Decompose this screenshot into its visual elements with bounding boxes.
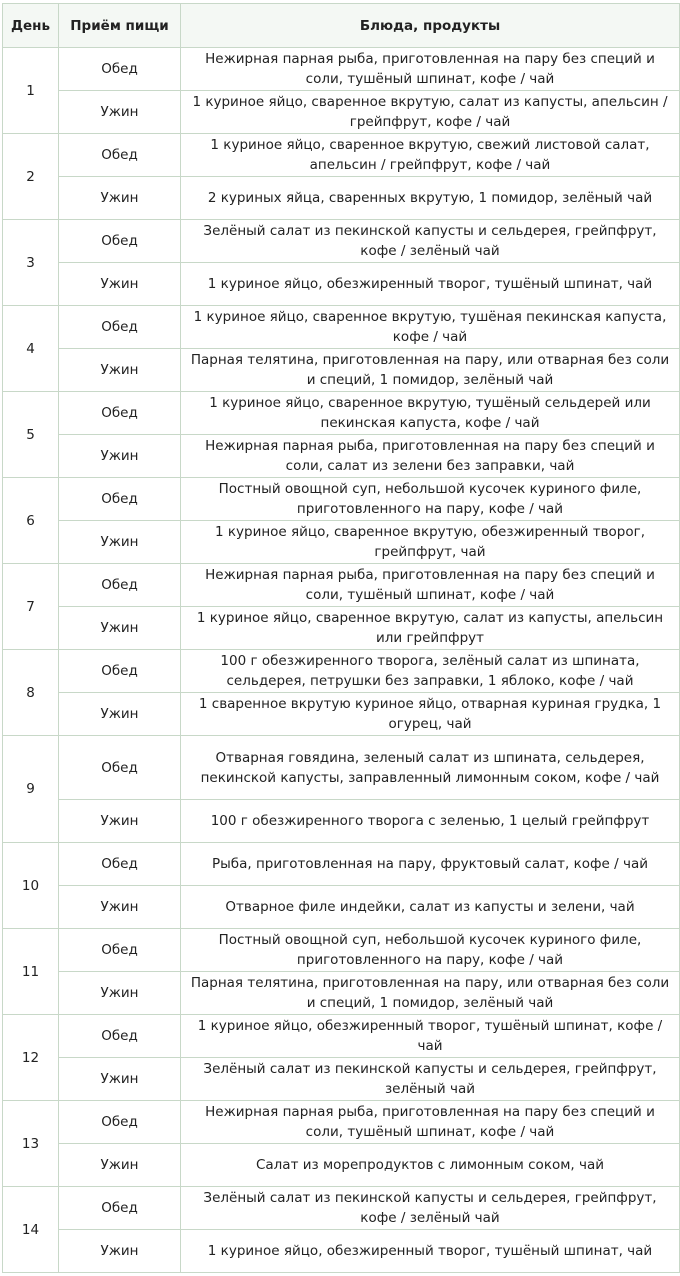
table-row xyxy=(3,521,680,564)
food-description-cell: 1 куриное яйцо, сваренное вкрутую, обезжиренный творог, грейпфрут, чай xyxy=(181,521,680,564)
day-number-cell: 11 xyxy=(3,929,59,1015)
table-row xyxy=(3,843,680,886)
food-description-cell: 1 куриное яйцо, обезжиренный творог, тушёный шпинат, чай xyxy=(181,1230,680,1273)
meal-type-cell: Обед xyxy=(59,564,181,607)
day-number-cell: 4 xyxy=(3,306,59,392)
table-row xyxy=(3,1144,680,1187)
table-row xyxy=(3,134,680,177)
table-row xyxy=(3,650,680,693)
meal-type-cell: Обед xyxy=(59,134,181,177)
food-description-cell: Парная телятина, приготовленная на пару, или отварная без соли и специй, 1 помидор, зелёный чай xyxy=(181,972,680,1015)
food-description-cell: Постный овощной суп, небольшой кусочек куриного филе, приготовленного на пару, кофе / чай xyxy=(181,478,680,521)
table-row xyxy=(3,48,680,91)
table-row xyxy=(3,564,680,607)
header-food: Блюда, продукты xyxy=(181,4,680,48)
food-description-cell: 1 куриное яйцо, сваренное вкрутую, салат из капусты, апельсин / грейпфрут, кофе / чай xyxy=(181,91,680,134)
meal-type-cell: Обед xyxy=(59,306,181,349)
table-row xyxy=(3,607,680,650)
meal-type-cell: Ужин xyxy=(59,91,181,134)
food-description-cell: Нежирная парная рыба, приготовленная на пару без специй и соли, тушёный шпинат, кофе / чай xyxy=(181,564,680,607)
table-row xyxy=(3,177,680,220)
food-description-cell: Отварная говядина, зеленый салат из шпината, сельдерея, пекинской капусты, заправленный лимонным соком, кофе / чай xyxy=(181,736,680,800)
food-description-cell: 1 куриное яйцо, обезжиренный творог, тушёный шпинат, кофе / чай xyxy=(181,1015,680,1058)
meal-type-cell: Ужин xyxy=(59,886,181,929)
meal-type-cell: Ужин xyxy=(59,607,181,650)
table-row xyxy=(3,349,680,392)
meal-type-cell: Обед xyxy=(59,1101,181,1144)
meal-type-cell: Обед xyxy=(59,1187,181,1230)
day-number-cell: 3 xyxy=(3,220,59,306)
diet-table xyxy=(2,3,680,1273)
day-number-cell: 9 xyxy=(3,736,59,843)
meal-type-cell: Обед xyxy=(59,650,181,693)
meal-type-cell: Обед xyxy=(59,843,181,886)
meal-type-cell: Ужин xyxy=(59,1230,181,1273)
meal-type-cell: Ужин xyxy=(59,1144,181,1187)
food-description-cell: Постный овощной суп, небольшой кусочек куриного филе, приготовленного на пару, кофе / чай xyxy=(181,929,680,972)
food-description-cell: Нежирная парная рыба, приготовленная на пару без специй и соли, салат из зелени без заправки, чай xyxy=(181,435,680,478)
day-number-cell: 1 xyxy=(3,48,59,134)
food-description-cell: Нежирная парная рыба, приготовленная на пару без специй и соли, тушёный шпинат, кофе / чай xyxy=(181,48,680,91)
table-row xyxy=(3,392,680,435)
food-description-cell: 1 куриное яйцо, сваренное вкрутую, тушёная пекинская капуста, кофе / чай xyxy=(181,306,680,349)
food-description-cell: Салат из морепродуктов с лимонным соком, чай xyxy=(181,1144,680,1187)
food-description-cell: 1 куриное яйцо, сваренное вкрутую, тушёный сельдерей или пекинская капуста, кофе / чай xyxy=(181,392,680,435)
meal-type-cell: Обед xyxy=(59,478,181,521)
table-row xyxy=(3,886,680,929)
food-description-cell: Нежирная парная рыба, приготовленная на пару без специй и соли, тушёный шпинат, кофе / чай xyxy=(181,1101,680,1144)
meal-type-cell: Ужин xyxy=(59,263,181,306)
food-description-cell: Зелёный салат из пекинской капусты и сельдерея, грейпфрут, кофе / зелёный чай xyxy=(181,220,680,263)
food-description-cell: 1 сваренное вкрутую куриное яйцо, отварная куриная грудка, 1 огурец, чай xyxy=(181,693,680,736)
day-number-cell: 7 xyxy=(3,564,59,650)
food-description-cell: 100 г обезжиренного творога, зелёный салат из шпината, сельдерея, петрушки без заправки, 1 яблоко, кофе / чай xyxy=(181,650,680,693)
meal-type-cell: Ужин xyxy=(59,521,181,564)
header-row xyxy=(3,4,680,48)
meal-type-cell: Ужин xyxy=(59,349,181,392)
table-row xyxy=(3,1101,680,1144)
table-row xyxy=(3,478,680,521)
day-number-cell: 13 xyxy=(3,1101,59,1187)
day-number-cell: 8 xyxy=(3,650,59,736)
meal-type-cell: Ужин xyxy=(59,177,181,220)
food-description-cell: 1 куриное яйцо, сваренное вкрутую, салат из капусты, апельсин или грейпфрут xyxy=(181,607,680,650)
food-description-cell: 2 куриных яйца, сваренных вкрутую, 1 помидор, зелёный чай xyxy=(181,177,680,220)
table-row xyxy=(3,306,680,349)
table-header xyxy=(3,4,680,48)
table-row xyxy=(3,800,680,843)
table-row xyxy=(3,1058,680,1101)
table-row xyxy=(3,1230,680,1273)
table-row xyxy=(3,929,680,972)
food-description-cell: Рыба, приготовленная на пару, фруктовый салат, кофе / чай xyxy=(181,843,680,886)
day-number-cell: 10 xyxy=(3,843,59,929)
meal-type-cell: Обед xyxy=(59,48,181,91)
header-meal: Приём пищи xyxy=(59,4,181,48)
day-number-cell: 6 xyxy=(3,478,59,564)
meal-type-cell: Ужин xyxy=(59,800,181,843)
day-number-cell: 12 xyxy=(3,1015,59,1101)
meal-type-cell: Ужин xyxy=(59,435,181,478)
table-row xyxy=(3,263,680,306)
meal-type-cell: Обед xyxy=(59,1015,181,1058)
table-row xyxy=(3,435,680,478)
table-row xyxy=(3,736,680,800)
table-row xyxy=(3,91,680,134)
table-body xyxy=(3,48,680,1273)
header-day: День xyxy=(3,4,59,48)
table-row xyxy=(3,1187,680,1230)
meal-type-cell: Обед xyxy=(59,736,181,800)
meal-type-cell: Ужин xyxy=(59,693,181,736)
meal-type-cell: Обед xyxy=(59,392,181,435)
food-description-cell: 1 куриное яйцо, сваренное вкрутую, свежий листовой салат, апельсин / грейпфрут, кофе / чай xyxy=(181,134,680,177)
food-description-cell: Зелёный салат из пекинской капусты и сельдерея, грейпфрут, зелёный чай xyxy=(181,1058,680,1101)
day-number-cell: 14 xyxy=(3,1187,59,1273)
meal-type-cell: Обед xyxy=(59,220,181,263)
table-row xyxy=(3,1015,680,1058)
meal-type-cell: Ужин xyxy=(59,972,181,1015)
food-description-cell: 100 г обезжиренного творога с зеленью, 1 целый грейпфрут xyxy=(181,800,680,843)
table-row xyxy=(3,220,680,263)
day-number-cell: 5 xyxy=(3,392,59,478)
table-row xyxy=(3,972,680,1015)
food-description-cell: 1 куриное яйцо, обезжиренный творог, тушёный шпинат, чай xyxy=(181,263,680,306)
table-row xyxy=(3,693,680,736)
day-number-cell: 2 xyxy=(3,134,59,220)
food-description-cell: Парная телятина, приготовленная на пару, или отварная без соли и специй, 1 помидор, зелёный чай xyxy=(181,349,680,392)
meal-type-cell: Ужин xyxy=(59,1058,181,1101)
food-description-cell: Отварное филе индейки, салат из капусты и зелени, чай xyxy=(181,886,680,929)
meal-type-cell: Обед xyxy=(59,929,181,972)
food-description-cell: Зелёный салат из пекинской капусты и сельдерея, грейпфрут, кофе / зелёный чай xyxy=(181,1187,680,1230)
